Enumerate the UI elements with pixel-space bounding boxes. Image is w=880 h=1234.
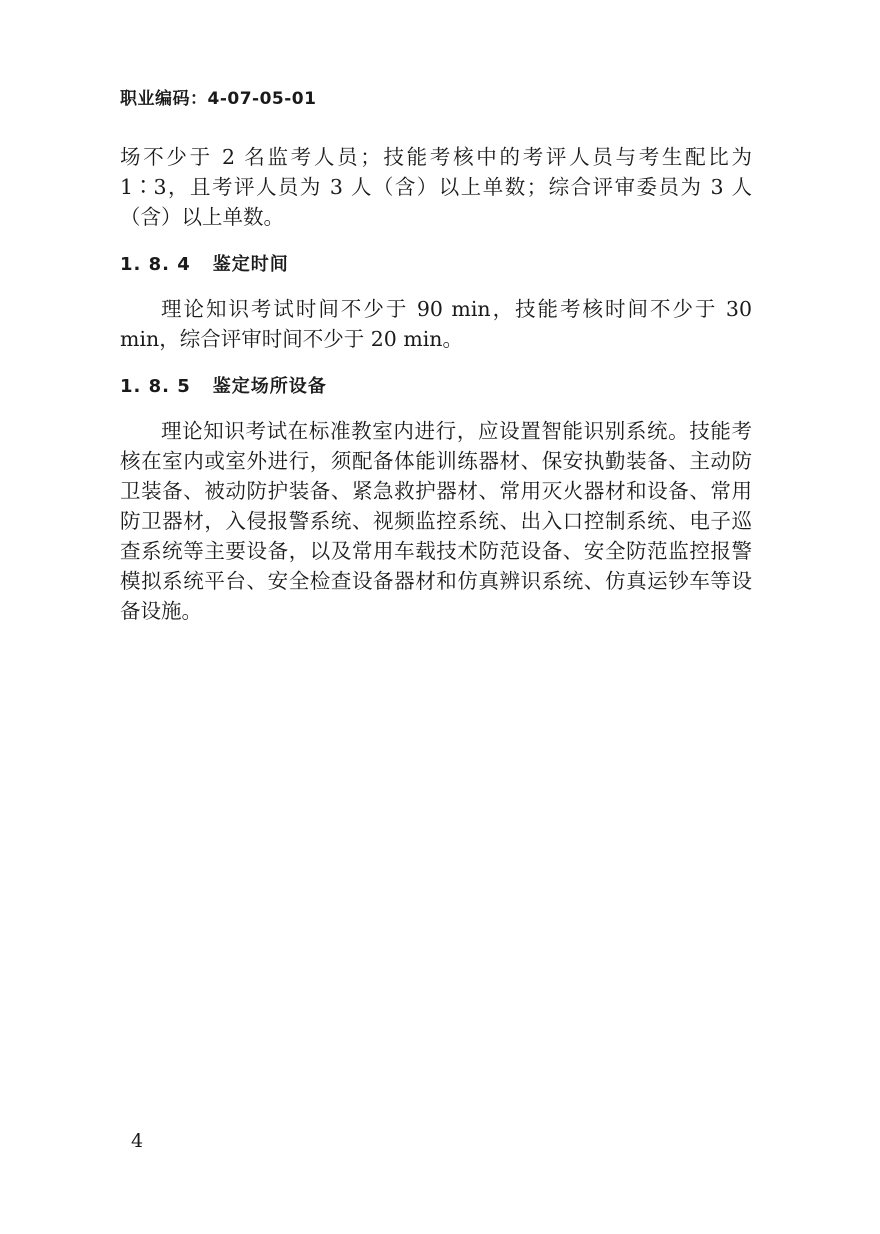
section-body-1-8-4: 理论知识考试时间不少于 90 min，技能考核时间不少于 30 min，综合评审时间不少于 20 min。 (120, 297, 752, 351)
page-number: 4 (131, 1130, 144, 1152)
section-heading-1-8-4 (120, 250, 752, 280)
section-body-1-8-5: 理论知识考试在标准教室内进行，应设置智能识别系统。技能考核在室内或室外进行，须配备体能训练器材、保安执勤装备、主动防卫装备、被动防护装备、紧急救护器材、常用灭火器材和设备、常用防卫器材，入侵报警系统、视频监控系统、出入口控制系统、电子巡查系统等主要设备，以及常用车载技术防范设备、安全防范监控报警模拟系统平台、安全检查设备器材和仿真辨识系统、仿真运钞车等设备设施。 (120, 419, 752, 623)
section-number: 1. 8. 4 (120, 254, 191, 275)
occupation-code-header: 职业编码：4-07-05-01 (120, 89, 317, 109)
page-content (120, 142, 752, 626)
paragraph-continuation: 场不少于 2 名监考人员；技能考核中的考评人员与考生配比为 1∶3，且考评人员为 3 人（含）以上单数；综合评审委员为 3 人（含）以上单数。 (120, 145, 752, 229)
section-heading-1-8-5 (120, 372, 752, 402)
section-title: 鉴定时间 (212, 254, 289, 275)
section-number: 1. 8. 5 (120, 376, 191, 397)
section-title: 鉴定场所设备 (212, 376, 327, 397)
